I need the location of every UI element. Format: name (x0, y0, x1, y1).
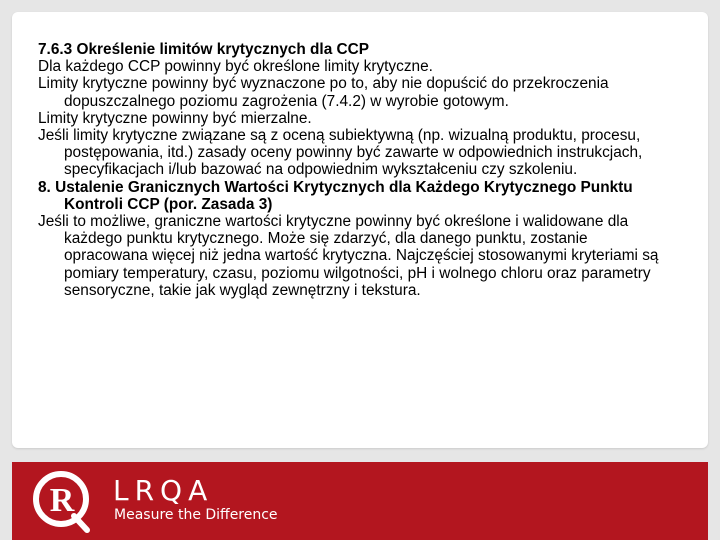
paragraph-measurable: Limity krytyczne powinny być mierzalne. (38, 109, 312, 127)
brand-name: LRQA (113, 474, 214, 507)
heading-principle-8: 8. Ustalenie Granicznych Wartości Krytycznych dla Każdego Krytycznego Punktu Kontroli CCP (por. Zasada 3) (38, 178, 633, 213)
paragraph-ccp-limits: Dla każdego CCP powinny być określone limity krytyczne. (38, 58, 433, 76)
lrqa-logo-icon (29, 466, 97, 534)
paragraph-critical-values: Jeśli to możliwe, graniczne wartości krytyczne powinny być określone i walidowane dla każdego punktu krytycznego. Może się zdarzyć, dla danego punktu, zostanie opracowana więcej niż jedna wartość krytyczna. Najczęściej stosowanymi kryteriami są pomiary temperatury, czasu, poziomu wilgotności, pH i wolnego chloru oraz parametry sensoryczne, takie jak wygląd zewnętrzny i tekstura. (38, 213, 659, 299)
paragraph-limit-purpose: Limity krytyczne powinny być wyznaczone po to, aby nie dopuścić do przekroczenia dopuszczalnego poziomu zagrożenia (7.4.2) w wyrobie gotowym. (38, 75, 609, 110)
slide-content (38, 41, 668, 299)
paragraph-subjective: Jeśli limity krytyczne związane są z oceną subiektywną (np. wizualną produktu, procesu, postępowania, itd.) zasady oceny powinny być zawarte w odpowiednich instrukcjach, specyfikacjach i/lub bazować na odpowiednim wykształceniu czy szkoleniu. (38, 127, 643, 179)
heading-7-6-3: 7.6.3 Określenie limitów krytycznych dla CCP (38, 41, 370, 58)
brand-tagline: Measure the Difference (114, 507, 278, 523)
logo-letter: R (49, 482, 75, 519)
